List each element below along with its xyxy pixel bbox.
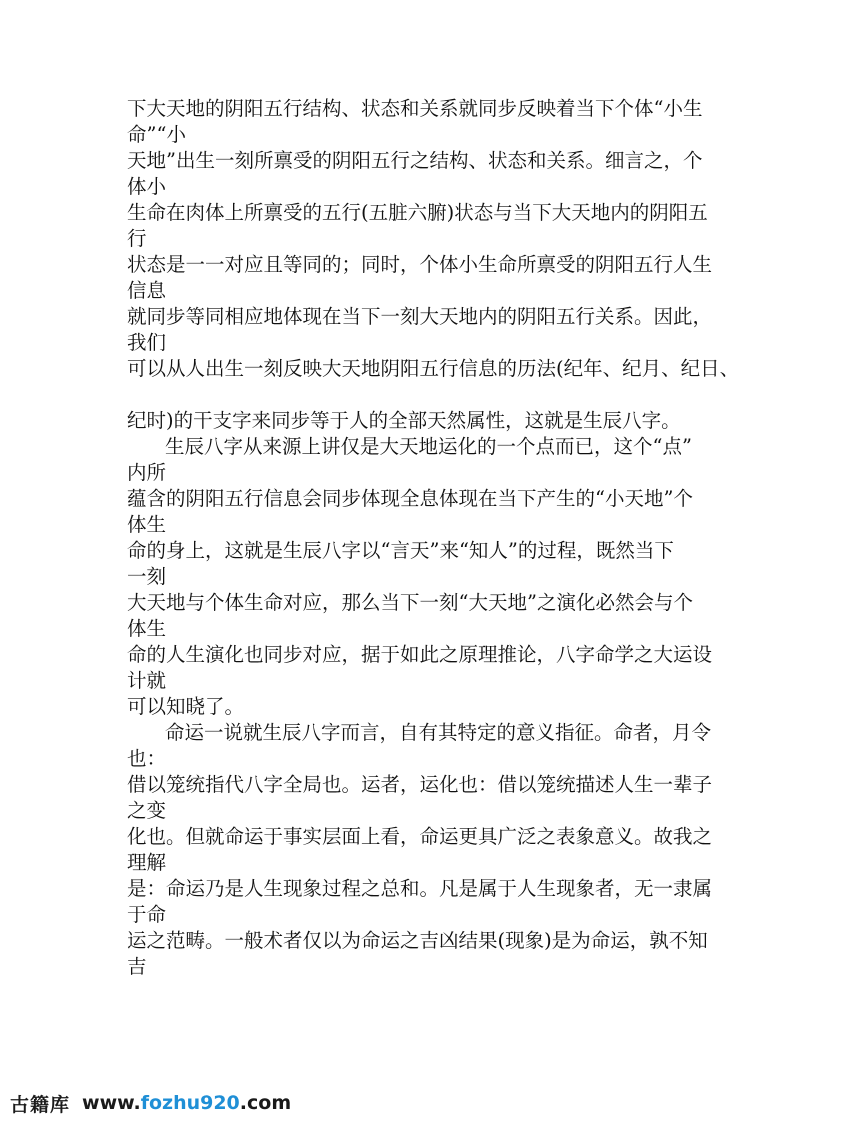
url-prefix: www. <box>82 1092 141 1114</box>
text-line: 纪时)的干支字来同步等于人的全部天然属性，这就是生辰八字。 <box>127 409 681 432</box>
text-line: 之变 <box>127 799 167 822</box>
text-line: 蕴含的阴阳五行信息会同步体现全息体现在当下产生的“小天地”个 <box>127 487 693 510</box>
text-line: 体生 <box>127 617 167 640</box>
watermark-url[interactable] <box>82 1092 291 1114</box>
text-line: 命”“小 <box>127 123 186 146</box>
text-line: 命的人生演化也同步对应，据于如此之原理推论，八字命学之大运设 <box>127 643 713 666</box>
text-line: 内所 <box>127 461 167 484</box>
text-line: 化也。但就命运于事实层面上看，命运更具广泛之表象意义。故我之 <box>127 825 713 848</box>
text-line: 信息 <box>127 279 167 302</box>
text-line: 也： <box>127 747 167 770</box>
text-line: 我们 <box>127 331 167 354</box>
text-line: 行 <box>127 227 147 250</box>
text-line: 天地”出生一刻所禀受的阴阳五行之结构、状态和关系。细言之，个 <box>127 149 703 172</box>
text-line: 吉 <box>127 955 147 978</box>
text-line: 计就 <box>127 669 167 692</box>
text-line: 大天地与个体生命对应，那么当下一刻“大天地”之演化必然会与个 <box>127 591 693 614</box>
text-line: 体小 <box>127 175 167 198</box>
site-watermark <box>10 1088 291 1118</box>
paragraph-start-line: 生辰八字从来源上讲仅是大天地运化的一个点而已，这个“点” <box>165 435 692 458</box>
text-line: 可以从人出生一刻反映大天地阴阳五行信息的历法(纪年、纪月、纪日、 <box>127 357 740 380</box>
watermark-brand: 古籍库 <box>10 1093 71 1116</box>
text-line: 一刻 <box>127 565 167 588</box>
text-line: 下大天地的阴阳五行结构、状态和关系就同步反映着当下个体“小生 <box>127 97 703 120</box>
text-line: 运之范畴。一般术者仅以为命运之吉凶结果(现象)是为命运，孰不知 <box>127 929 708 952</box>
text-line: 体生 <box>127 513 167 536</box>
text-line: 状态是一一对应且等同的；同时，个体小生命所禀受的阴阳五行人生 <box>127 253 713 276</box>
url-suffix: .com <box>239 1092 292 1114</box>
text-line: 于命 <box>127 903 167 926</box>
text-line: 生命在肉体上所禀受的五行(五脏六腑)状态与当下大天地内的阴阳五 <box>127 201 708 224</box>
url-domain: fozhu920 <box>140 1092 240 1114</box>
text-line: 可以知晓了。 <box>127 695 245 718</box>
text-line: 命的身上，这就是生辰八字以“言天”来“知人”的过程，既然当下 <box>127 539 674 562</box>
body-text <box>127 96 767 980</box>
text-line: 借以笼统指代八字全局也。运者，运化也：借以笼统描述人生一辈子 <box>127 773 713 796</box>
text-line: 就同步等同相应地体现在当下一刻大天地内的阴阳五行关系。因此， <box>127 305 713 328</box>
text-line: 理解 <box>127 851 167 874</box>
paragraph-start-line: 命运一说就生辰八字而言，自有其特定的意义指征。命者，月令 <box>165 721 712 744</box>
text-line: 是：命运乃是人生现象过程之总和。凡是属于人生现象者，无一隶属 <box>127 877 713 900</box>
blank-line <box>127 382 767 408</box>
